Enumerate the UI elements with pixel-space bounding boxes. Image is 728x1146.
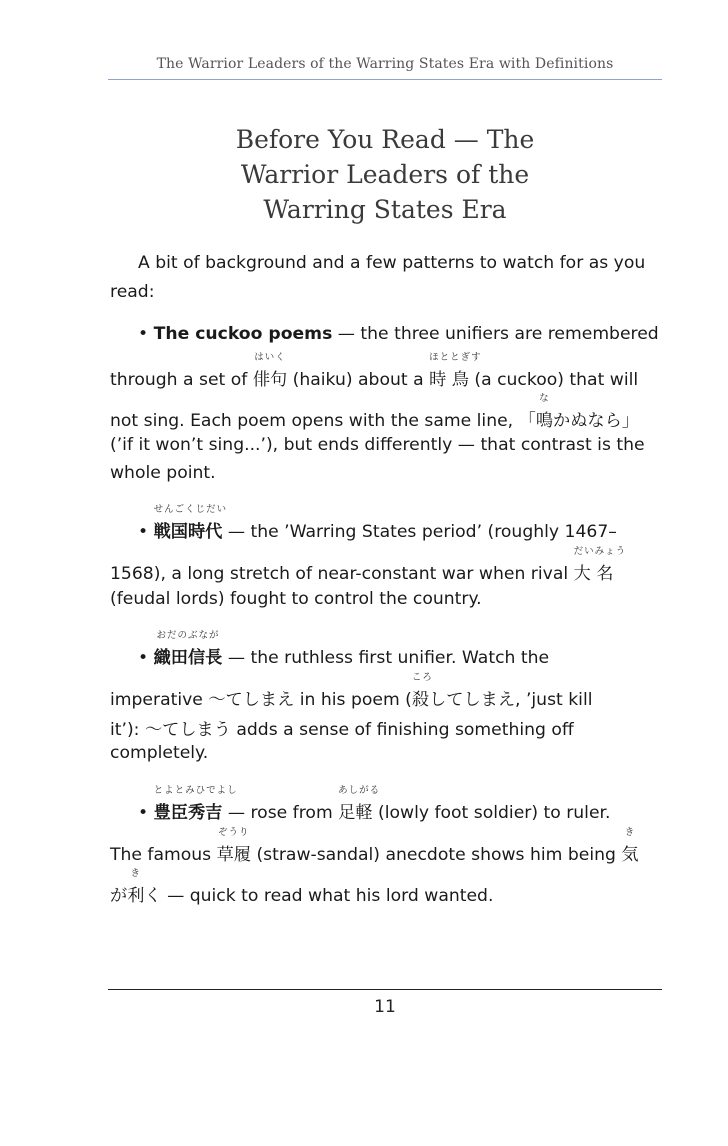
kanji: 鳴 — [535, 411, 554, 431]
daimyo-word — [573, 546, 627, 584]
zouri-word — [216, 827, 251, 865]
furigana: だいみょう — [573, 546, 627, 557]
bullet-marker: • — [138, 648, 149, 668]
kanji: 利 — [127, 886, 145, 906]
text-run: in his poem ( — [294, 690, 412, 710]
furigana: あしがる — [338, 785, 381, 796]
kanji: 戦国時代 — [153, 522, 223, 542]
bullet-2-line-3: (feudal lords) fought to control the country. — [110, 589, 482, 609]
kanji: 大 名 — [573, 564, 614, 584]
footer-rule — [108, 989, 662, 990]
kanji: 豊臣秀吉 — [153, 803, 223, 823]
japanese-phrase: 〜てしまえ — [208, 690, 295, 710]
bullet-2-line-2 — [110, 546, 627, 584]
text-run: 1568), a long stretch of near-constant war when rival — [110, 564, 574, 584]
text-run: (a cuckoo) that will — [468, 370, 639, 390]
kanji: 気 — [621, 845, 639, 865]
text-run: it’): — [110, 720, 145, 740]
text-run: かぬなら」 — [553, 411, 639, 431]
furigana: せんごくじだい — [153, 504, 228, 515]
text-run: The famous — [110, 845, 217, 865]
furigana: ぞうり — [218, 827, 250, 838]
ashigaru-word — [338, 785, 381, 823]
bullet-1-line-5: whole point. — [110, 463, 216, 483]
text-run: してしまえ, ’just kill — [429, 690, 593, 710]
text-run: not sing. Each poem opens with the same line, — [110, 411, 519, 431]
bullet-3-line-2 — [110, 672, 593, 710]
bullet-1-line-3 — [110, 393, 639, 431]
page-number: 11 — [374, 997, 396, 1017]
bullet-1-line-4: (’if it won’t sing...’), but ends differently — that contrast is the — [110, 435, 645, 455]
bullet-marker: • — [138, 522, 149, 542]
cuckoo-word — [429, 352, 482, 390]
bullet-4-line-3 — [110, 868, 494, 906]
text-run: — the ruthless first unifier. Watch the — [222, 648, 550, 668]
quote-open: 「 — [518, 411, 536, 431]
haiku-word — [252, 352, 288, 390]
bullet-4-line-1 — [138, 785, 611, 823]
text-run: adds a sense of finishing something off — [230, 720, 574, 740]
title-line-1: Before You Read — The — [235, 125, 535, 154]
bullet-1-text: — the three unifiers are remembered — [332, 324, 659, 344]
running-head: The Warrior Leaders of the Warring States Era with Definitions — [156, 56, 614, 72]
text-run: imperative — [110, 690, 209, 710]
bullet-4-line-2 — [110, 827, 639, 865]
bullet-3-line-3 — [110, 715, 574, 740]
sengoku-term — [153, 504, 228, 542]
text-run: — quick to read what his lord wanted. — [161, 886, 494, 906]
bullet-1-line-2 — [110, 352, 639, 390]
furigana: とよとみひでよし — [153, 785, 238, 796]
nobunaga-term — [153, 630, 223, 668]
intro-line-2: read: — [110, 282, 155, 302]
bullet-3-line-4: completely. — [110, 743, 209, 763]
japanese-phrase: 〜てしまう — [144, 720, 231, 740]
bullet-1-heading: The cuckoo poems — [153, 324, 333, 344]
bullet-3-line-1 — [138, 630, 550, 668]
kanji: 俳句 — [252, 370, 288, 390]
kanji: 足軽 — [338, 803, 373, 823]
text-run: (haiku) about a — [287, 370, 430, 390]
text-run: through a set of — [110, 370, 253, 390]
chapter-title — [108, 122, 662, 227]
furigana: はいく — [254, 352, 286, 363]
furigana: き — [624, 827, 636, 838]
ki-word — [621, 827, 639, 865]
bullet-marker: • — [138, 803, 149, 823]
bullet-2-line-1 — [138, 504, 617, 542]
kanji: 織田信長 — [153, 648, 223, 668]
text-run: — rose from — [222, 803, 339, 823]
text-run: — the ’Warring States period’ (roughly 1467– — [222, 522, 617, 542]
furigana: ほととぎす — [429, 352, 482, 363]
title-line-3: Warring States Era — [263, 195, 507, 224]
text-run: (straw-sandal) anecdote shows him being — [250, 845, 622, 865]
furigana: な — [539, 393, 550, 404]
naku-word — [535, 393, 554, 431]
korosu-word — [411, 672, 433, 710]
furigana: ころ — [411, 672, 433, 683]
intro-line-1: A bit of background and a few patterns to watch for as you — [138, 253, 646, 273]
furigana: おだのぶなが — [156, 630, 220, 641]
kanji: 殺 — [411, 690, 430, 710]
text-run: が — [110, 886, 128, 906]
title-line-2: Warrior Leaders of the — [240, 160, 530, 189]
kanji: 時 鳥 — [429, 370, 469, 390]
bullet-marker: • — [138, 324, 149, 344]
text-run: く — [144, 886, 162, 906]
text-run: (lowly foot soldier) to ruler. — [372, 803, 611, 823]
hideyoshi-term — [153, 785, 238, 823]
header-rule — [108, 79, 662, 80]
bullet-1-line-1 — [138, 324, 659, 344]
kiku-word — [127, 868, 145, 906]
kanji: 草履 — [216, 845, 251, 865]
furigana: き — [130, 868, 142, 879]
